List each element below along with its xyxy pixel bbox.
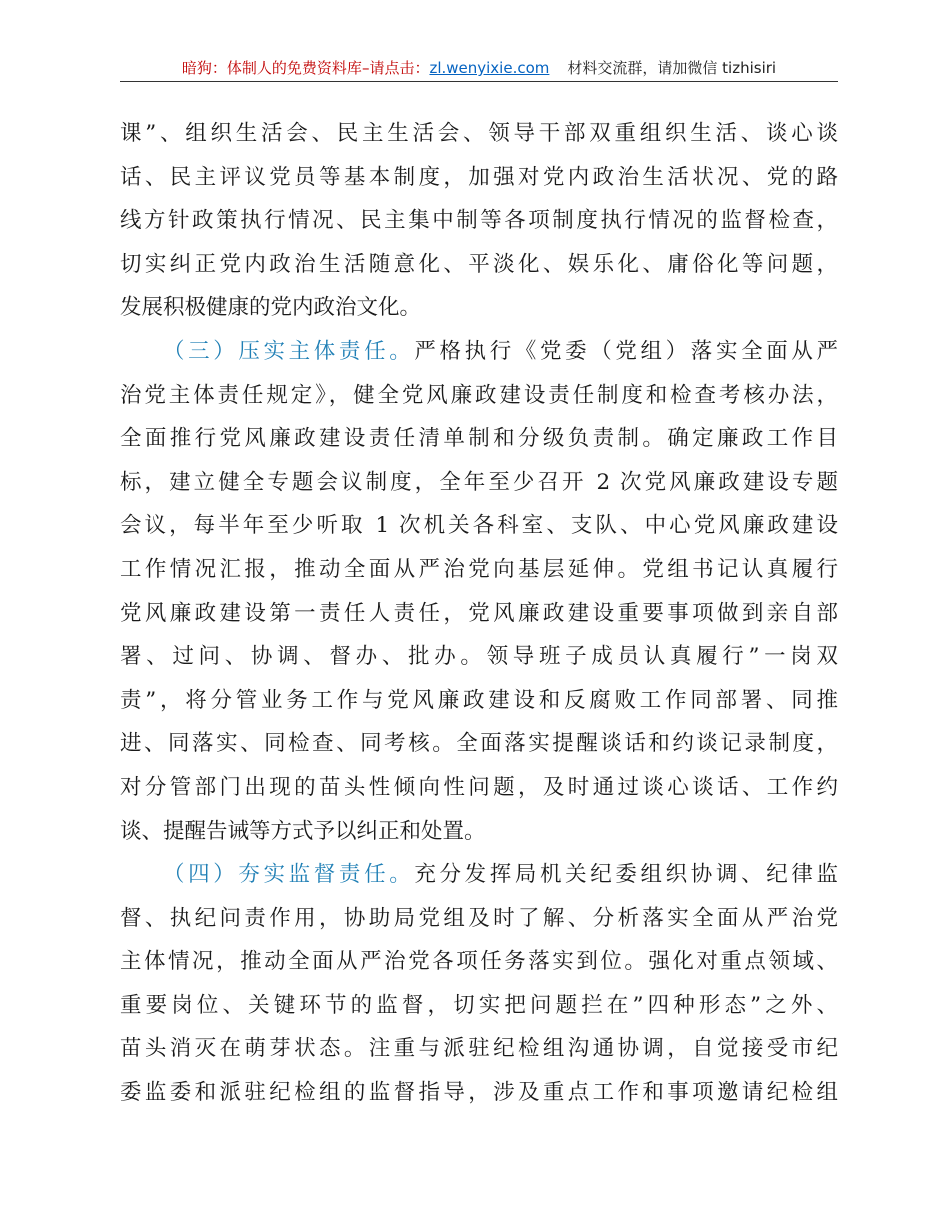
- text-line: 督、执纪问责作用，协助局党组及时了解、分析落实全面从严治党: [120, 905, 838, 931]
- text-line: 重要岗位、关键环节的监督，切实把问题拦在”四种形态”之外、: [120, 992, 838, 1018]
- header-prompt: –请点击：: [361, 59, 430, 77]
- text-line: 话、民主评议党员等基本制度，加强对党内政治生活状况、党的路: [120, 164, 838, 190]
- text-line: 署、过问、协调、督办、批办。领导班子成员认真履行”一岗双: [120, 644, 838, 670]
- header-brand[interactable]: 暗狗：体制人的免费资料库: [181, 59, 362, 77]
- text-line: 谈、提醒告诫等方式予以纠正和处置。: [120, 818, 486, 844]
- header-contact: 材料交流群，请加微信 tizhisiri: [567, 59, 777, 77]
- header-divider: [120, 81, 838, 82]
- section-heading: （四）夯实监督责任。: [163, 862, 415, 888]
- header-link[interactable]: zl.wenyixie.com: [429, 59, 550, 77]
- text-line: 工作情况汇报，推动全面从严治党向基层延伸。党组书记认真履行: [120, 556, 838, 582]
- section-heading-line: （四）夯实监督责任。充分发挥局机关纪委组织协调、纪律监: [163, 862, 838, 888]
- text-line: 责”，将分管业务工作与党风廉政建设和反腐败工作同部署、同推: [120, 687, 838, 713]
- text-line: 标，建立健全专题会议制度，全年至少召开 2 次党风廉政建设专题: [120, 469, 838, 495]
- page-header: [120, 58, 838, 78]
- text-line: 发展积极健康的党内政治文化。: [120, 295, 422, 321]
- section-heading: （三）压实主体责任。: [163, 338, 415, 364]
- text-line: 课”、组织生活会、民主生活会、领导干部双重组织生活、谈心谈: [120, 121, 838, 146]
- text-line: 苗头消灭在萌芽状态。注重与派驻纪检组沟通协调，自觉接受市纪: [120, 1036, 838, 1062]
- text-line: 治党主体责任规定》，健全党风廉政建设责任制度和检查考核办法，: [120, 382, 838, 408]
- text-line: 切实纠正党内政治生活随意化、平淡化、娱乐化、庸俗化等问题，: [120, 251, 838, 277]
- text-line: 主体情况，推动全面从严治党各项任务落实到位。强化对重点领域、: [120, 949, 838, 975]
- text-line: 对分管部门出现的苗头性倾向性问题，及时通过谈心谈话、工作约: [120, 774, 838, 800]
- document-body: [120, 112, 838, 1115]
- text-line: 党风廉政建设第一责任人责任，党风廉政建设重要事项做到亲自部: [120, 600, 838, 626]
- text-line: 进、同落实、同检查、同考核。全面落实提醒谈话和约谈记录制度，: [120, 731, 838, 757]
- text-line: 全面推行党风廉政建设责任清单制和分级负责制。确定廉政工作目: [120, 426, 838, 452]
- text-line: 委监委和派驻纪检组的监督指导，涉及重点工作和事项邀请纪检组: [120, 1080, 838, 1106]
- text-line: 线方针政策执行情况、民主集中制等各项制度执行情况的监督检查，: [120, 208, 838, 234]
- text-line: 会议，每半年至少听取 1 次机关各科室、支队、中心党风廉政建设: [120, 513, 838, 539]
- section-heading-line: （三）压实主体责任。严格执行《党委（党组）落实全面从严: [163, 338, 838, 364]
